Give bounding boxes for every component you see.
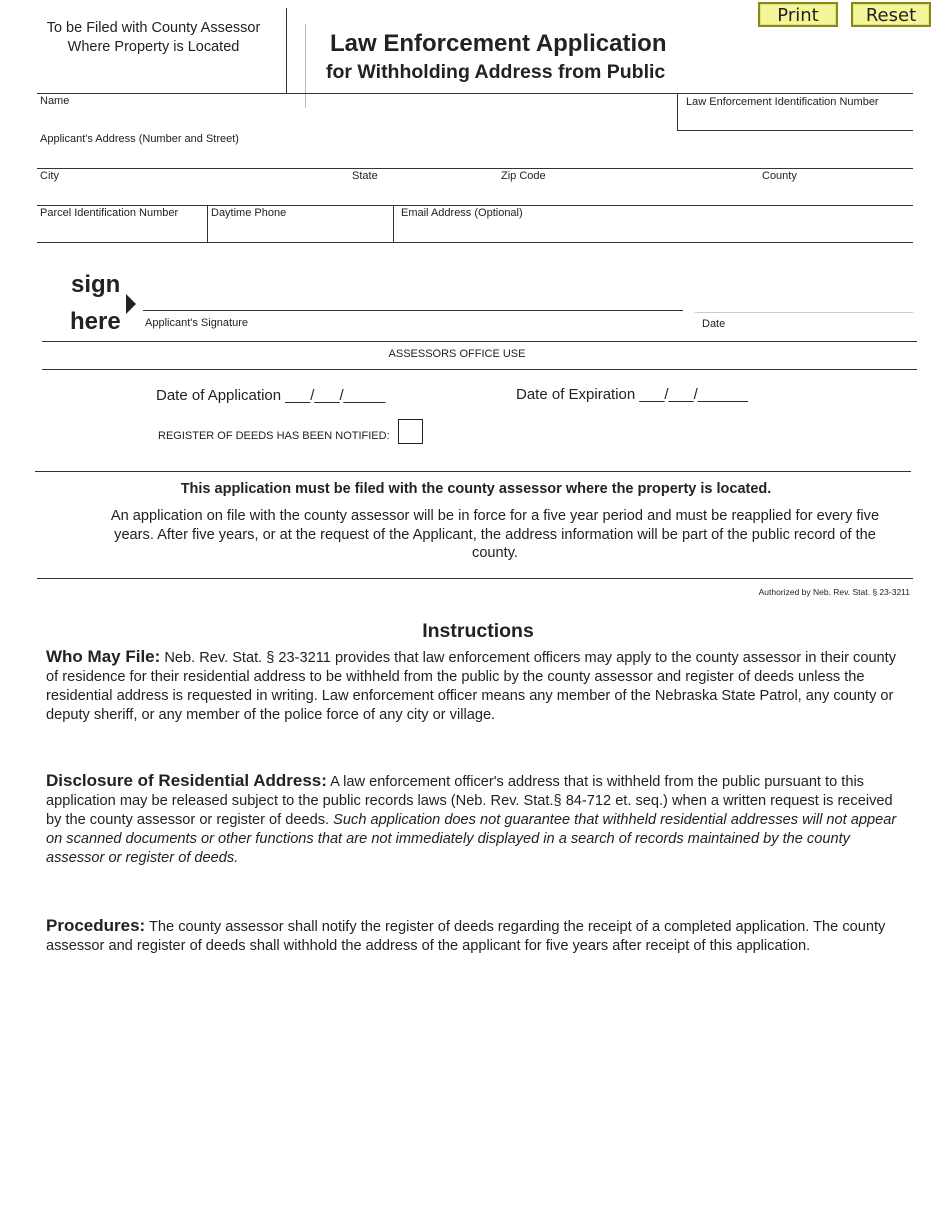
office-line-bottom [42, 369, 917, 370]
form-subtitle: for Withholding Address from Public [326, 61, 666, 83]
register-notified-checkbox[interactable] [398, 419, 423, 444]
disclosure-text: A law enforcement officer's address that is withheld from the public pursuant to this application may be released subject to the public records laws (Neb. Rev. Stat.§ 84-712 et. seq.) when a written request is received by the county assessor or register of deeds. [46, 774, 893, 828]
filing-note: To be Filed with County Assessor Where Property is Located [46, 20, 261, 55]
form-line-3 [37, 168, 913, 169]
name-input[interactable] [40, 108, 670, 128]
form-line-2 [678, 130, 913, 131]
who-may-file-heading: Who May File: [46, 647, 161, 666]
address-label: Applicant's Address (Number and Street) [40, 133, 239, 145]
signature-label: Applicant's Signature [145, 317, 248, 329]
email-input[interactable] [401, 220, 908, 240]
sign-text: sign [71, 271, 121, 298]
header-divider-left [286, 8, 287, 93]
disclosure-heading: Disclosure of Residential Address: [46, 771, 327, 790]
notice-line-bottom [37, 578, 913, 579]
parcel-label: Parcel Identification Number [40, 207, 179, 219]
date-line [695, 312, 913, 313]
parcel-divider [207, 205, 208, 243]
notice-bold: This application must be filed with the county assessor where the property is located. [180, 481, 772, 497]
disclosure-italic-text: Such application does not guarantee that withheld residential addresses will not appear on scanned documents or other functions that are not immediately displayed in a search of records maintained by the county assessor or register of deeds. [46, 812, 897, 866]
phone-divider [393, 205, 394, 243]
city-label: City [40, 170, 59, 182]
notice-line-top [35, 471, 911, 472]
form-line-top [37, 93, 913, 94]
law-id-label: Law Enforcement Identification Number [686, 96, 879, 108]
notice-body: An application on file with the county assessor will be in force for a five year period and must be reapplied for every five years. After five years, or at the request of the Applicant, the address information will be part of the public record of the county. [110, 508, 880, 561]
county-input[interactable] [762, 183, 908, 203]
date-input[interactable] [700, 290, 910, 312]
who-may-file-section [46, 647, 908, 725]
address-input[interactable] [40, 146, 908, 166]
phone-label: Daytime Phone [211, 207, 287, 219]
procedures-text: The county assessor shall notify the register of deeds regarding the receipt of a completed application. The county assessor and register of deeds shall withhold the address of the applicant for five years after receipt of this application. [46, 919, 886, 954]
procedures-heading: Procedures: [46, 916, 146, 935]
print-button[interactable]: Print [758, 2, 838, 27]
here-text: here [70, 308, 121, 335]
office-heading: ASSESSORS OFFICE USE [388, 348, 526, 360]
form-title: Law Enforcement Application [330, 30, 667, 57]
form-line-5 [37, 242, 913, 243]
date-of-application: Date of Application ___/___/_____ [156, 387, 386, 404]
authorized-text: Authorized by Neb. Rev. Stat. § 23-3211 [758, 587, 910, 597]
form-line-4 [37, 205, 913, 206]
arrow-right-icon [126, 294, 138, 314]
signature-line [143, 310, 683, 311]
law-id-input[interactable] [686, 109, 908, 129]
name-label: Name [40, 95, 70, 107]
zip-input[interactable] [501, 183, 751, 203]
email-label: Email Address (Optional) [401, 207, 523, 219]
state-input[interactable] [352, 183, 492, 203]
disclosure-section [46, 771, 908, 868]
zip-label: Zip Code [501, 170, 546, 182]
county-label: County [762, 170, 797, 182]
date-of-expiration: Date of Expiration ___/___/______ [516, 386, 748, 403]
law-id-divider [677, 93, 678, 131]
instructions-title: Instructions [422, 620, 534, 642]
signature-input[interactable] [145, 285, 680, 309]
who-may-file-text: Neb. Rev. Stat. § 23-3211 provides that law enforcement officers may apply to the county assessor in their county of residence for their residential address to be withheld from the public by the county assessor and register of deeds unless the residential address is requested in writing. Law enforcement officer means any member of the Nebraska State Patrol, any county or deputy sheriff, or any member of the police force of any city or village. [46, 650, 897, 723]
header-divider-right [305, 24, 306, 108]
phone-input[interactable] [211, 220, 388, 240]
city-input[interactable] [40, 183, 340, 203]
reset-button[interactable]: Reset [851, 2, 931, 27]
office-line-top [42, 341, 917, 342]
register-notified-label: REGISTER OF DEEDS HAS BEEN NOTIFIED: [158, 430, 390, 442]
parcel-input[interactable] [40, 220, 202, 240]
date-label: Date [702, 318, 726, 330]
state-label: State [352, 170, 378, 182]
procedures-section [46, 916, 908, 956]
